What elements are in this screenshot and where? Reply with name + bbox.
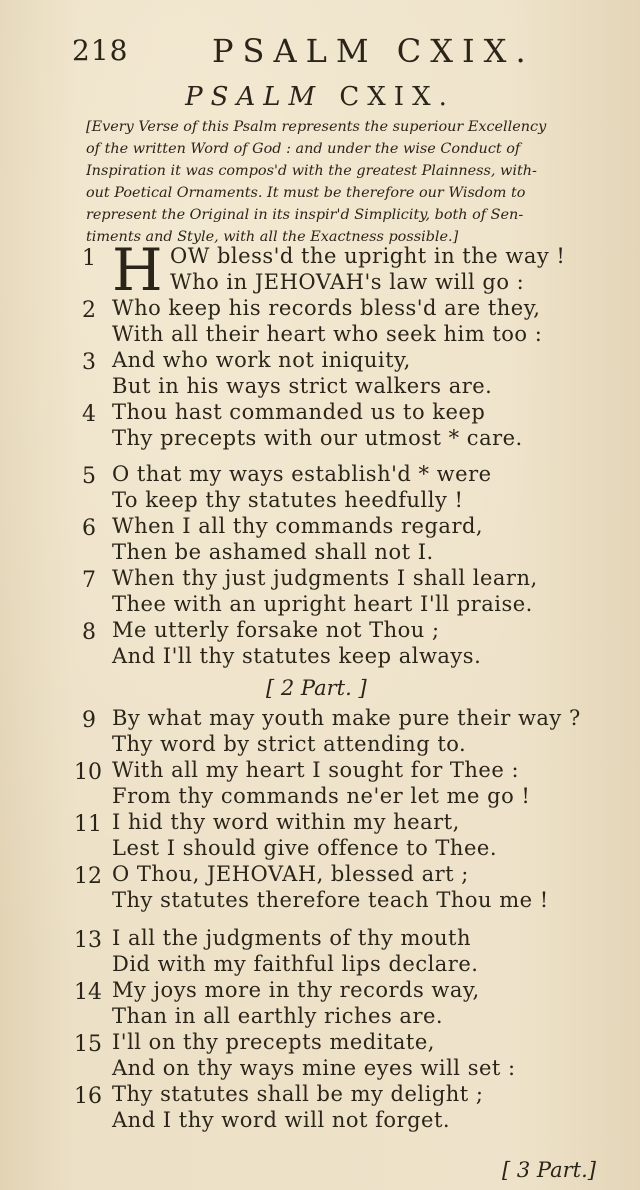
verse-line: By what may youth make pure their way ?	[112, 706, 581, 730]
preface-line: timents and Style, with all the Exactness possible.]	[86, 229, 459, 245]
psalm-title-numeral: CXIX.	[339, 82, 455, 112]
verse-line: I hid thy word within my heart,	[112, 810, 460, 834]
verse	[0, 1082, 640, 1134]
verse-line: And on thy ways mine eyes will set :	[112, 1056, 516, 1080]
verse-line: O Thou, JEHOVAH, blessed art ;	[112, 862, 469, 886]
verse-line: Did with my faithful lips declare.	[112, 952, 479, 976]
verse	[0, 618, 640, 670]
verse	[0, 514, 640, 566]
verse-line: Thy statutes shall be my delight ;	[112, 1082, 484, 1106]
verse-number: 12	[74, 864, 102, 889]
verse-line: OW bless'd the upright in the way !	[170, 244, 566, 268]
verse-number: 13	[74, 928, 102, 953]
psalm-title	[0, 82, 640, 112]
verse-line: Then be ashamed shall not I.	[112, 540, 434, 564]
verse-number: 11	[74, 812, 102, 837]
verse-line: Thy statutes therefore teach Thou me !	[112, 888, 549, 912]
verse-line: Thy word by strict attending to.	[112, 732, 467, 756]
preface-note	[86, 116, 606, 248]
catchword: [ 3 Part.]	[502, 1158, 596, 1182]
verse-number: 5	[82, 464, 96, 489]
psalm-title-word: PSALM	[185, 82, 324, 112]
verses-part-2	[0, 706, 640, 1134]
verse-number: 3	[82, 350, 96, 375]
verse	[0, 400, 640, 462]
verse-line: Thy precepts with our utmost * care.	[112, 426, 523, 450]
preface-line: of the written Word of God : and under the wise Conduct of	[86, 141, 521, 157]
verse	[0, 566, 640, 618]
verse-line: And who work not iniquity,	[112, 348, 411, 372]
verse-line: With all my heart I sought for Thee :	[112, 758, 520, 782]
preface-line: out Poetical Ornaments. It must be therefore our Wisdom to	[86, 185, 526, 201]
verse	[0, 462, 640, 514]
drop-cap: H	[112, 236, 163, 304]
running-header	[72, 28, 592, 68]
verse-line: I all the judgments of thy mouth	[112, 926, 471, 950]
preface-line: represent the Original in its inspir'd Simplicity, both of Sen-	[86, 207, 524, 223]
verse-line: And I thy word will not forget.	[112, 1108, 451, 1132]
verse-line: I'll on thy precepts meditate,	[112, 1030, 435, 1054]
verse	[0, 862, 640, 926]
verse-number: 14	[74, 980, 102, 1005]
verse-number: 4	[82, 402, 96, 427]
running-title: PSALM CXIX.	[212, 32, 535, 70]
verse-line: Me utterly forsake not Thou ;	[112, 618, 440, 642]
verse-line: But in his ways strict walkers are.	[112, 374, 493, 398]
verse-line: Lest I should give offence to Thee.	[112, 836, 497, 860]
verse-number: 7	[82, 568, 96, 593]
verse-line: Who keep his records bless'd are they,	[112, 296, 541, 320]
verse-number: 6	[82, 516, 96, 541]
verse-number: 10	[74, 760, 102, 785]
verse-line: Thee with an upright heart I'll praise.	[112, 592, 533, 616]
page-number: 218	[72, 34, 129, 67]
verse	[0, 348, 640, 400]
verse-line: Thou hast commanded us to keep	[112, 400, 486, 424]
verse-line: My joys more in thy records way,	[112, 978, 480, 1002]
verse-line: From thy commands ne'er let me go !	[112, 784, 531, 808]
verse	[0, 1030, 640, 1082]
preface-line: [Every Verse of this Psalm represents the superiour Excellency	[86, 119, 547, 135]
part-heading: [ 2 Part. ]	[266, 676, 367, 700]
verse-line: When I all thy commands regard,	[112, 514, 484, 538]
verse-line: When thy just judgments I shall learn,	[112, 566, 538, 590]
verse	[0, 810, 640, 862]
verse-line: With all their heart who seek him too :	[112, 322, 543, 346]
verse-line: And I'll thy statutes keep always.	[112, 644, 482, 668]
verse-number: 8	[82, 620, 96, 645]
verse	[0, 978, 640, 1030]
preface-line: Inspiration it was compos'd with the greatest Plainness, with-	[86, 163, 537, 179]
verse	[0, 926, 640, 978]
verse-number: 2	[82, 298, 96, 323]
verse-number: 15	[74, 1032, 102, 1057]
verse-line: Than in all earthly riches are.	[112, 1004, 444, 1028]
verse	[0, 706, 640, 758]
verse-number: 9	[82, 708, 96, 733]
verse	[0, 296, 640, 348]
verse-line: Who in JEHOVAH's law will go :	[170, 270, 525, 294]
verse-number: 16	[74, 1084, 102, 1109]
verse	[0, 758, 640, 810]
verse-number: 1	[82, 246, 96, 271]
verse-line: To keep thy statutes heedfully !	[112, 488, 464, 512]
verse-line: O that my ways establish'd * were	[112, 462, 492, 486]
